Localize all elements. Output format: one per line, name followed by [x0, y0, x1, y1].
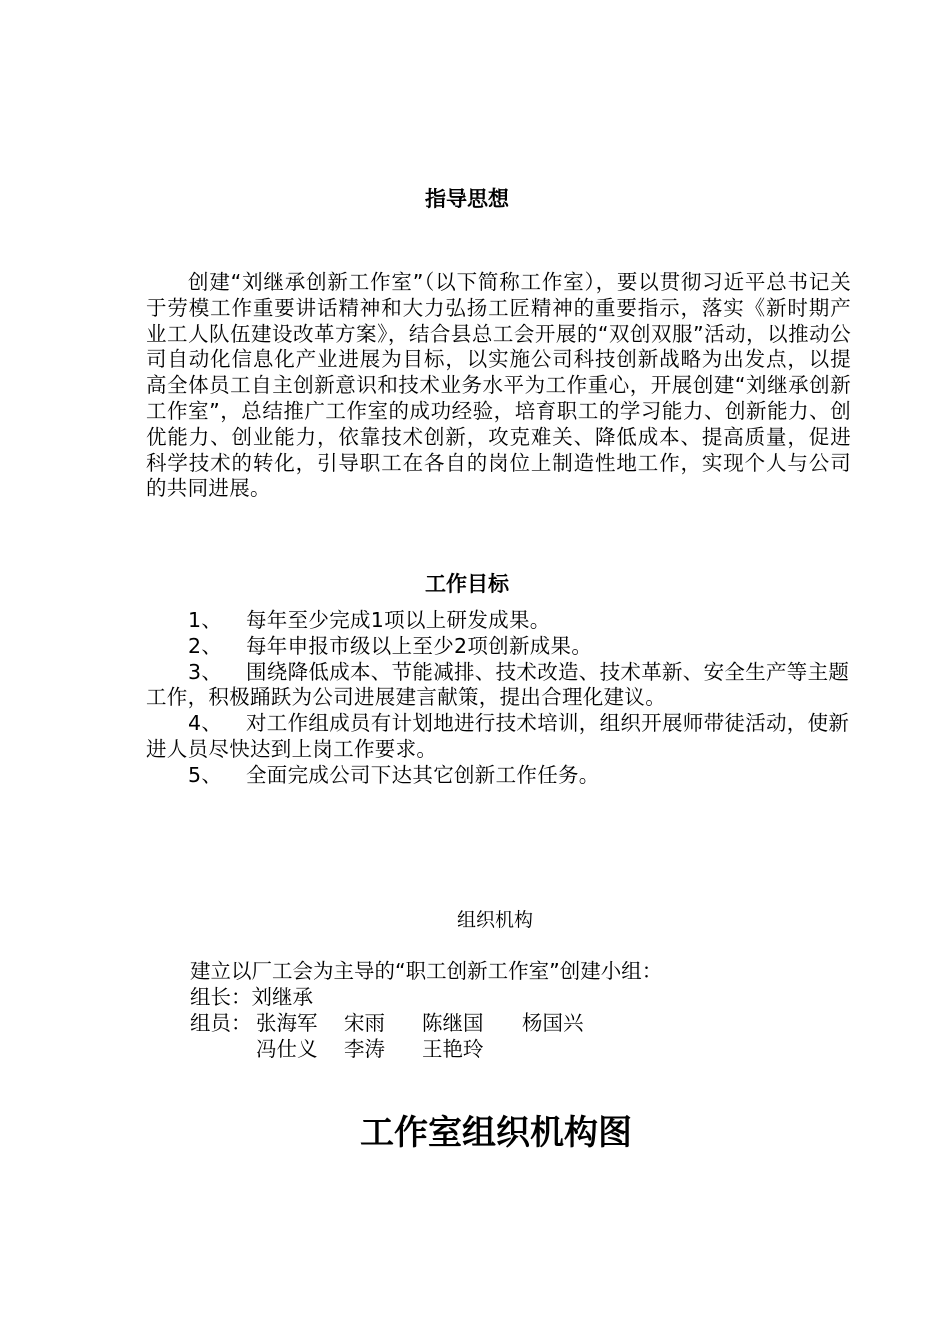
- organization-intro: 建立以厂工会为主导的“职工创新工作室”创建小组：: [190, 959, 663, 983]
- member-name: 张海军: [256, 1011, 318, 1035]
- list-item-number: 1、: [188, 608, 223, 632]
- member-name: 冯仕义: [256, 1037, 318, 1061]
- list-item: [146, 763, 851, 789]
- member-name: 王艳玲: [422, 1037, 484, 1061]
- list-item: [146, 711, 851, 763]
- list-item-text: 每年至少完成1项以上研发成果。: [246, 608, 551, 632]
- member-name: 陈继国: [422, 1011, 484, 1035]
- list-item: [146, 660, 851, 712]
- org-chart-title: 工作室组织机构图: [360, 1113, 632, 1153]
- list-item: [146, 608, 851, 634]
- list-item-number: 4、: [188, 711, 223, 736]
- guiding-thought-paragraph: 创建“刘继承创新工作室”（以下简称工作室），要以贯彻习近平总书记关于劳模工作重要讲话精神和大力弘扬工匠精神的重要指示，落实《新时期产业工人队伍建设改革方案》，结合县总工会开展的“双创双服”活动，以推动公司自动化信息化产业进展为目标，以实施公司科技创新战略为出发点，以提高全体员工自主创新意识和技术业务水平为工作重心，开展创建“刘继承创新工作室”，总结推广工作室的成功经验，培育职工的学习能力、创新能力、创优能力、创业能力，依靠技术创新，攻克难关、降低成本、提高质量，促进科学技术的转化，引导职工在各自的岗位上制造性地工作，实现个人与公司的共同进展。: [146, 270, 851, 501]
- list-item-number: 5、: [188, 762, 223, 787]
- list-item-text: 围绕降低成本、节能减排、技术改造、技术革新、安全生产等主题工作，积极踊跃为公司进展建言献策，提出合理化建议。: [146, 659, 850, 710]
- member-name: 李涛: [344, 1037, 385, 1061]
- work-goals-list: [146, 608, 851, 789]
- list-item-text: 全面完成公司下达其它创新工作任务。: [246, 762, 600, 787]
- list-item: [146, 634, 851, 660]
- list-item-text: 对工作组成员有计划地进行技术培训，组织开展师带徒活动，使新进人员尽快达到上岗工作要求。: [146, 711, 850, 761]
- list-item-text: 每年申报市级以上至少2项创新成果。: [246, 633, 593, 658]
- section-title-guiding-thought: 指导思想: [425, 187, 509, 211]
- list-item-number: 2、: [188, 633, 223, 658]
- list-item-number: 3、: [188, 659, 223, 684]
- leader-label: 组长：: [190, 985, 252, 1009]
- members-row-1: [190, 1010, 850, 1036]
- section-title-organization: 组织机构: [456, 909, 533, 931]
- members-label: 组员：: [190, 1011, 252, 1035]
- organization-block: [190, 958, 850, 1062]
- leader-line: [190, 984, 850, 1010]
- member-name: 杨国兴: [522, 1011, 584, 1035]
- section-title-work-goals: 工作目标: [425, 572, 509, 596]
- members-row-2: [190, 1036, 850, 1062]
- member-name: 宋雨: [344, 1011, 385, 1035]
- leader-name: 刘继承: [251, 985, 313, 1009]
